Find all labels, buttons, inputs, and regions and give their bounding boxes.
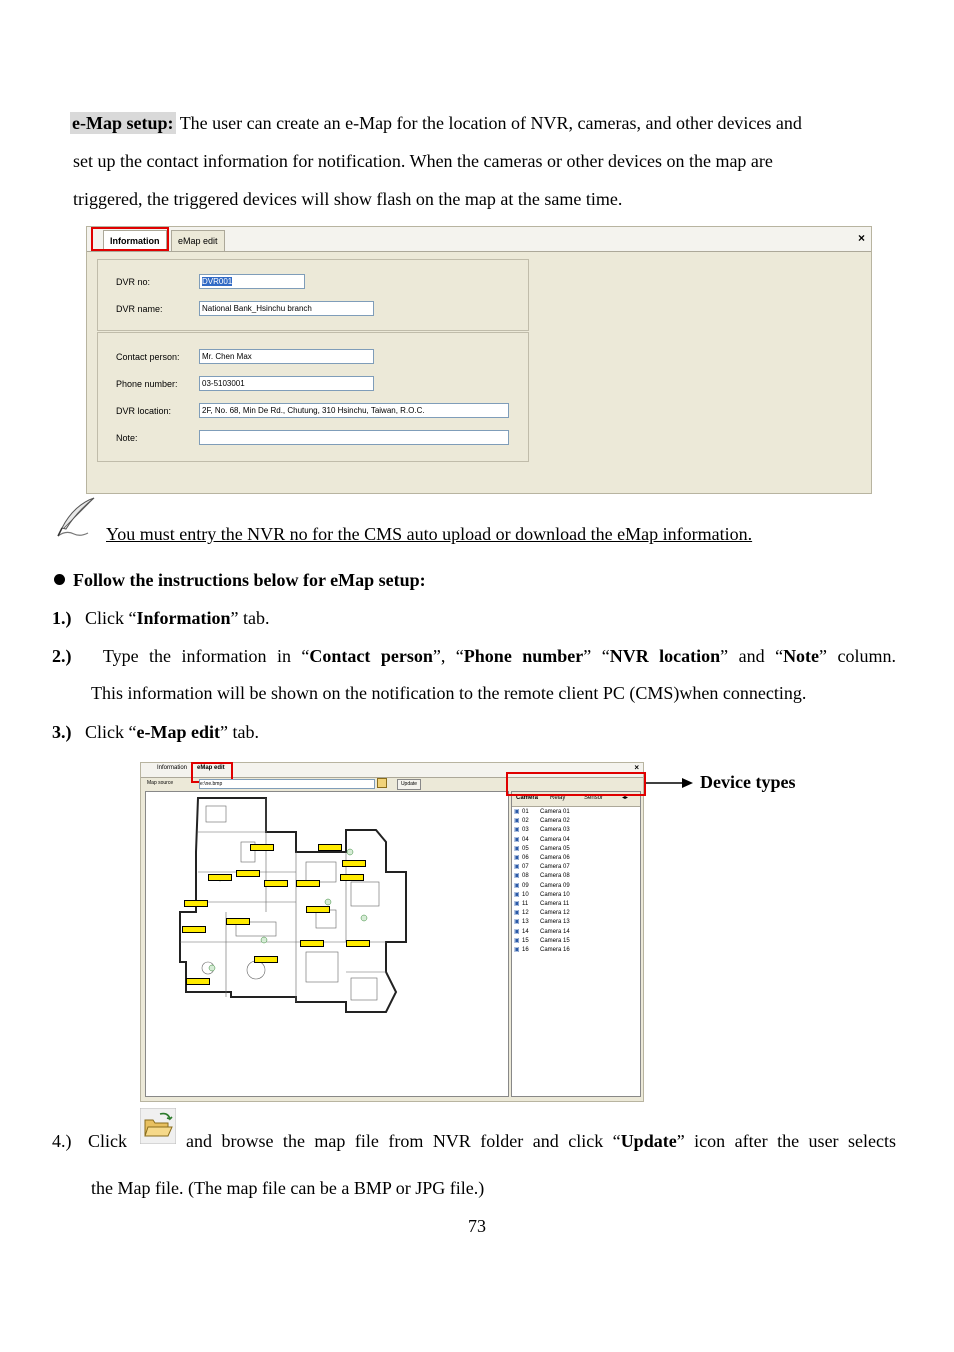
map-source-label: Map source bbox=[147, 780, 174, 786]
camera-tag[interactable] bbox=[226, 918, 250, 925]
highlight-information-tab bbox=[91, 227, 169, 251]
device-row[interactable] bbox=[514, 918, 638, 927]
device-row[interactable] bbox=[514, 937, 638, 946]
device-row[interactable] bbox=[514, 854, 638, 863]
device-name: Camera 08 bbox=[540, 873, 570, 880]
device-number: 02 bbox=[522, 818, 529, 825]
camera-icon: ▣ bbox=[514, 910, 520, 917]
device-number: 10 bbox=[522, 891, 529, 898]
device-number: 09 bbox=[522, 882, 529, 889]
emap-edit-screenshot bbox=[140, 762, 644, 1102]
device-row[interactable] bbox=[514, 928, 638, 937]
tab-emap-edit[interactable]: eMap edit bbox=[171, 230, 225, 251]
device-row[interactable] bbox=[514, 946, 638, 955]
device-name: Camera 15 bbox=[540, 937, 570, 944]
step-2-line-2: This information will be shown on the notification to the remote client PC (CMS)when connecting. bbox=[91, 683, 807, 703]
intro-text-1: The user can create an e-Map for the location of NVR, cameras, and other devices and bbox=[179, 113, 802, 133]
device-name: Camera 14 bbox=[540, 928, 570, 935]
intro-line-1 bbox=[70, 113, 802, 133]
device-name: Camera 13 bbox=[540, 919, 570, 926]
device-number: 14 bbox=[522, 928, 529, 935]
step-2-line-1: 2.) Type the information in “Contact person”, “Phone number” “NVR location” and “Note” column. bbox=[52, 646, 896, 666]
camera-tag[interactable] bbox=[250, 844, 274, 851]
device-types-label: Device types bbox=[700, 772, 796, 792]
dvr-no-input[interactable]: DVR001 bbox=[199, 274, 305, 289]
camera-icon: ▣ bbox=[514, 928, 520, 935]
device-row[interactable] bbox=[514, 845, 638, 854]
camera-tag[interactable] bbox=[186, 978, 210, 985]
feather-pen-icon bbox=[54, 496, 98, 540]
contact-person-label: Contact person: bbox=[116, 352, 180, 362]
page-number: 73 bbox=[468, 1216, 486, 1236]
camera-icon: ▣ bbox=[514, 855, 520, 862]
device-number: 08 bbox=[522, 873, 529, 880]
device-name: Camera 04 bbox=[540, 836, 570, 843]
device-row[interactable] bbox=[514, 882, 638, 891]
device-number: 16 bbox=[522, 947, 529, 954]
camera-icon: ▣ bbox=[514, 818, 520, 825]
close-icon[interactable]: × bbox=[857, 231, 865, 245]
contact-person-input[interactable]: Mr. Chen Max bbox=[199, 349, 374, 364]
device-number: 15 bbox=[522, 937, 529, 944]
device-row[interactable] bbox=[514, 817, 638, 826]
folder-open-icon[interactable] bbox=[377, 778, 387, 788]
step-4-line-2: the Map file. (The map file can be a BMP or JPG file.) bbox=[91, 1178, 485, 1198]
floor-plan-image bbox=[146, 792, 508, 1096]
camera-icon: ▣ bbox=[514, 891, 520, 898]
step-4-line-1: and browse the map file from NVR folder and click “Update” icon after the user selects bbox=[186, 1131, 897, 1151]
intro-line-3: triggered, the triggered devices will show flash on the map at the same time. bbox=[73, 189, 623, 209]
camera-tag[interactable] bbox=[300, 940, 324, 947]
device-row[interactable] bbox=[514, 872, 638, 881]
device-number: 04 bbox=[522, 836, 529, 843]
information-tab-screenshot bbox=[86, 226, 872, 494]
device-number: 13 bbox=[522, 919, 529, 926]
device-name: Camera 05 bbox=[540, 845, 570, 852]
device-number: 01 bbox=[522, 809, 529, 815]
device-name: Camera 16 bbox=[540, 947, 570, 954]
bullet-icon bbox=[54, 574, 65, 585]
dvr-no-label: DVR no: bbox=[116, 277, 151, 287]
note-input[interactable] bbox=[199, 430, 509, 445]
camera-icon: ▣ bbox=[514, 873, 520, 880]
step-4-click: Click bbox=[88, 1131, 127, 1151]
camera-tag[interactable] bbox=[182, 926, 206, 933]
camera-icon: ▣ bbox=[514, 827, 520, 834]
open-folder-icon bbox=[140, 1108, 176, 1144]
dvr-info-group bbox=[97, 259, 529, 331]
device-row[interactable] bbox=[514, 863, 638, 872]
tab-bar bbox=[87, 227, 871, 252]
camera-icon: ▣ bbox=[514, 882, 520, 889]
camera-tag[interactable] bbox=[264, 880, 288, 887]
device-panel bbox=[511, 791, 641, 1097]
arrow-right-icon bbox=[646, 776, 694, 788]
update-button[interactable]: Update bbox=[397, 779, 421, 790]
camera-tag[interactable] bbox=[236, 870, 260, 877]
device-row[interactable] bbox=[514, 891, 638, 900]
camera-icon: ▣ bbox=[514, 947, 520, 954]
camera-icon: ▣ bbox=[514, 845, 520, 852]
camera-tag[interactable] bbox=[346, 940, 370, 947]
device-row[interactable] bbox=[514, 826, 638, 835]
camera-icon: ▣ bbox=[514, 937, 520, 944]
camera-icon: ▣ bbox=[514, 919, 520, 926]
camera-tag[interactable] bbox=[184, 900, 208, 907]
device-row[interactable] bbox=[514, 808, 638, 817]
tab-information-2[interactable]: Information bbox=[157, 765, 188, 771]
phone-number-label: Phone number: bbox=[116, 379, 178, 389]
intro-label: e-Map setup: bbox=[72, 113, 174, 133]
device-number: 03 bbox=[522, 827, 529, 834]
device-tab-relay[interactable]: Relay bbox=[550, 795, 566, 801]
note-label: Note: bbox=[116, 433, 138, 443]
camera-tag[interactable] bbox=[340, 874, 364, 881]
tab-emap-edit-2[interactable]: eMap edit bbox=[197, 765, 225, 771]
camera-icon: ▣ bbox=[514, 864, 520, 871]
step-4-num: 4.) bbox=[52, 1131, 72, 1151]
device-tab-camera[interactable]: Camera bbox=[516, 795, 539, 801]
device-name: Camera 02 bbox=[540, 818, 570, 825]
map-source-input[interactable]: e:\ne.bmp bbox=[199, 779, 375, 789]
phone-number-input[interactable]: 03-5103001 bbox=[199, 376, 374, 391]
device-name: Camera 07 bbox=[540, 864, 570, 871]
device-row[interactable] bbox=[514, 836, 638, 845]
device-name: Camera 11 bbox=[540, 901, 570, 908]
step-3: 3.) Click “e-Map edit” tab. bbox=[52, 722, 259, 742]
dvr-location-input[interactable]: 2F, No. 68, Min De Rd., Chutung, 310 Hsinchu, Taiwan, R.O.C. bbox=[199, 403, 509, 418]
camera-tag[interactable] bbox=[342, 860, 366, 867]
scroll-arrows-icon[interactable]: ◂▸ bbox=[622, 795, 629, 801]
device-number: 05 bbox=[522, 845, 529, 852]
map-canvas[interactable] bbox=[145, 791, 509, 1097]
device-name: Camera 03 bbox=[540, 827, 570, 834]
device-row[interactable] bbox=[514, 909, 638, 918]
camera-tag[interactable] bbox=[318, 844, 342, 851]
device-tab-sensor[interactable]: Sensor bbox=[584, 795, 604, 801]
close-icon-2[interactable]: × bbox=[634, 763, 639, 772]
camera-tag[interactable] bbox=[208, 874, 232, 881]
dvr-name-label: DVR name: bbox=[116, 304, 163, 314]
camera-tag[interactable] bbox=[296, 880, 320, 887]
camera-tag[interactable] bbox=[306, 906, 330, 913]
device-name: Camera 09 bbox=[540, 882, 570, 889]
device-name: Camera 01 bbox=[540, 809, 570, 815]
device-name: Camera 06 bbox=[540, 855, 570, 862]
note-text: You must entry the NVR no for the CMS auto upload or download the eMap information. bbox=[106, 524, 753, 544]
highlight-device-types bbox=[506, 772, 646, 796]
dvr-name-input[interactable]: National Bank_Hsinchu branch bbox=[199, 301, 374, 316]
dvr-location-label: DVR location: bbox=[116, 406, 172, 416]
device-name: Camera 10 bbox=[540, 891, 570, 898]
device-number: 11 bbox=[522, 901, 529, 908]
device-number: 12 bbox=[522, 910, 529, 917]
tab-information[interactable]: Information bbox=[103, 230, 167, 251]
camera-icon: ▣ bbox=[514, 836, 520, 843]
device-number: 07 bbox=[522, 864, 529, 871]
camera-icon: ▣ bbox=[514, 901, 520, 908]
camera-icon: ▣ bbox=[514, 809, 520, 815]
device-number: 06 bbox=[522, 855, 529, 862]
step-1: 1.) Click “Information” tab. bbox=[52, 608, 270, 628]
device-name: Camera 12 bbox=[540, 910, 570, 917]
device-list bbox=[514, 808, 638, 955]
device-row[interactable] bbox=[514, 900, 638, 909]
instructions-heading: Follow the instructions below for eMap setup: bbox=[54, 570, 426, 590]
intro-line-2: set up the contact information for notification. When the cameras or other devices on the map are bbox=[73, 151, 773, 171]
camera-tag[interactable] bbox=[254, 956, 278, 963]
